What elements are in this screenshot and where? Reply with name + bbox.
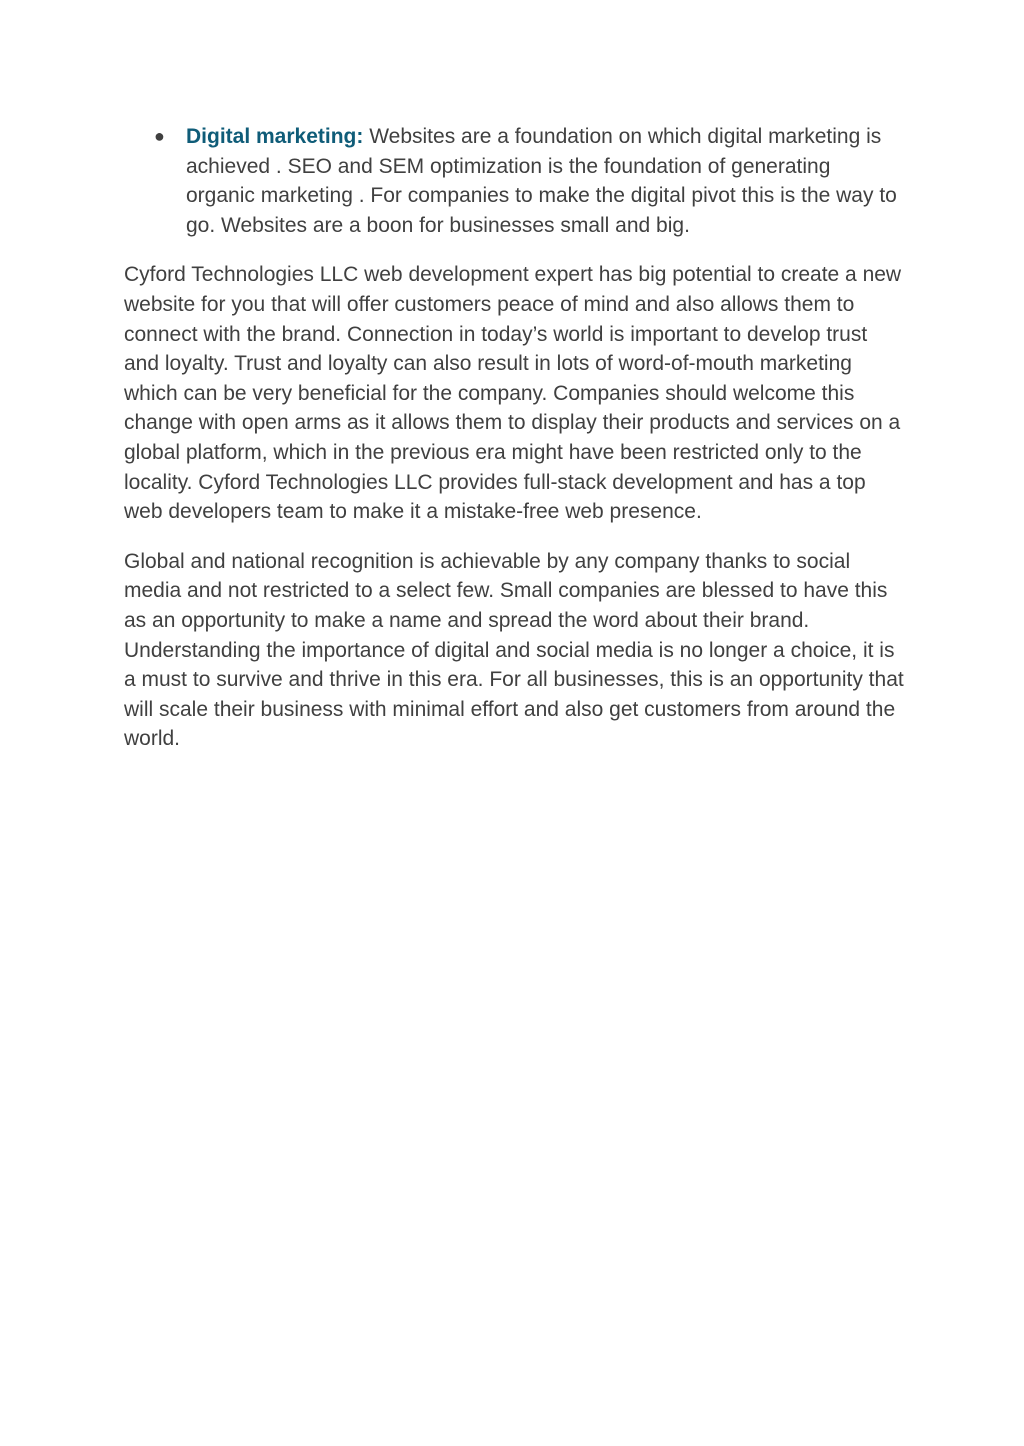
bullet-list <box>124 122 904 240</box>
bullet-lead: Digital marketing: <box>186 125 364 148</box>
paragraph-web-development: Cyford Technologies LLC web development expert has big potential to create a new website for you that will offer customers peace of mind and also allows them to connect with the brand. Connection in today’s world is important to develop trust and loyalty. Trust and loyalty can also result in lots of word-of-mouth marketing which can be very beneficial for the company. Companies should welcome this change with open arms as it allows them to display their products and services on a global platform, which in the previous era might have been restricted only to the locality. Cyford Technologies LLC provides full-stack development and has a top web developers team to make it a mistake-free web presence. <box>124 263 902 524</box>
paragraph-global-recognition: Global and national recognition is achievable by any company thanks to social media and not restricted to a select few. Small companies are blessed to have this as an opportunity to make a name and spread the word about their brand. Understanding the importance of digital and social media is no longer a choice, it is a must to survive and thrive in this era. For all businesses, this is an opportunity that will scale their business with minimal effort and also get customers from around the world. <box>124 549 904 751</box>
bullet-dot-icon: ● <box>154 126 165 146</box>
bullet-item-digital-marketing <box>124 122 904 240</box>
document-body <box>124 122 904 774</box>
bullet-text: Websites are a foundation on which digital marketing is achieved . SEO and SEM optimization is the foundation of generating organic marketing . For companies to make the digital pivot this is the way to go. Websites are a boon for businesses small and big. <box>186 125 897 237</box>
